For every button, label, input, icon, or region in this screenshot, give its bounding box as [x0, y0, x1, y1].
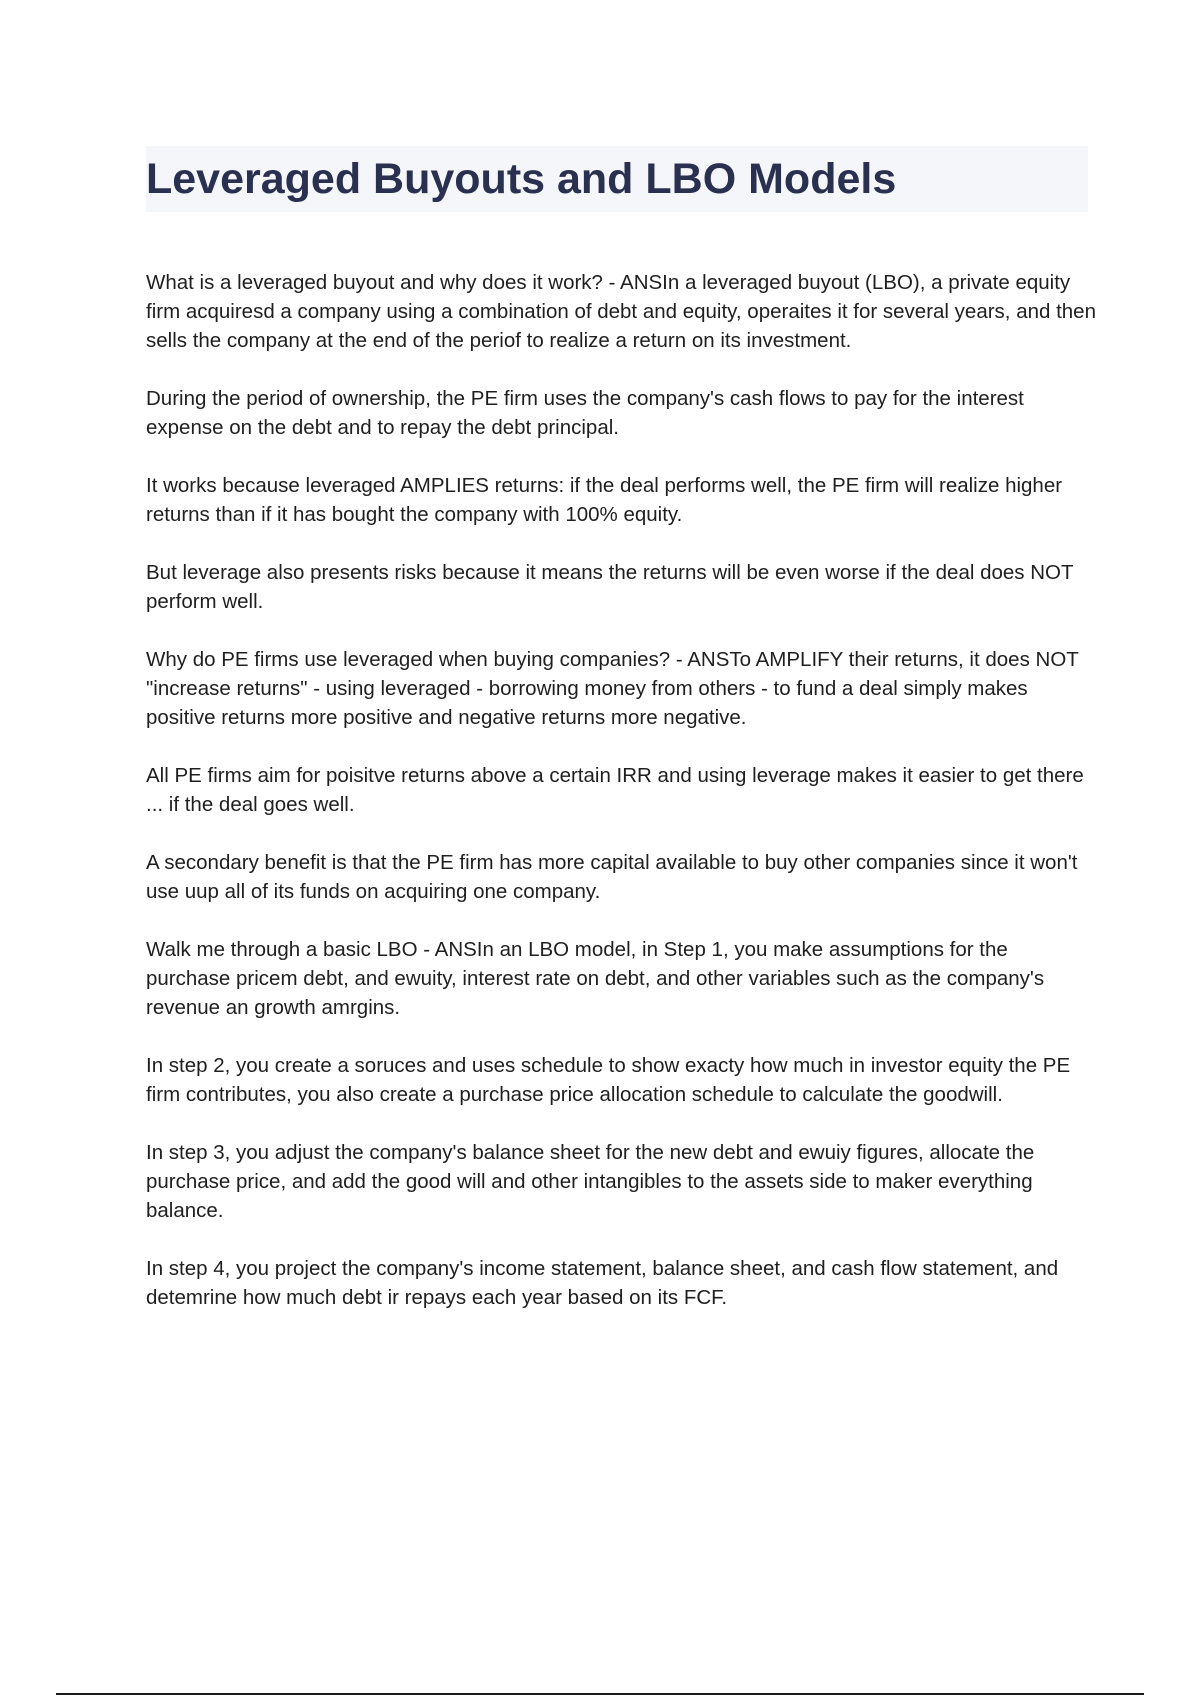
footer-divider [56, 1693, 1144, 1695]
paragraph-secondary-benefit: A secondary benefit is that the PE firm has more capital available to buy other companies since it won't use uup all of its funds on acquiring one company. [146, 851, 1078, 903]
paragraph-lbo-step-3: In step 3, you adjust the company's balance sheet for the new debt and ewuiy figures, allocate the purchase price, and add the good will and other intangibles to the assets side to maker everything balance. [146, 1141, 1035, 1222]
paragraph-why-use-leverage: Why do PE firms use leveraged when buying companies? - ANSTo AMPLIFY their returns, it does NOT "increase returns" - using leveraged - borrowing money from others - to fund a deal simply makes positive returns more positive and negative returns more negative. [146, 648, 1079, 729]
paragraph-why-it-works: It works because leveraged AMPLIES returns: if the deal performs well, the PE firm will realize higher returns than if it has bought the company with 100% equity. [146, 474, 1063, 526]
paragraph-ownership-period: During the period of ownership, the PE firm uses the company's cash flows to pay for the interest expense on the debt and to repay the debt principal. [146, 387, 1024, 439]
paragraph-lbo-step-4: In step 4, you project the company's income statement, balance sheet, and cash flow statement, and detemrine how much debt ir repays each year based on its FCF. [146, 1257, 1059, 1309]
paragraph-lbo-definition: What is a leveraged buyout and why does it work? - ANSIn a leveraged buyout (LBO), a private equity firm acquiresd a company using a combination of debt and equity, operaites it for several years, and then sells the company at the end of the periof to realize a return on its investment. [146, 271, 1096, 352]
paragraph-irr-target: All PE firms aim for poisitve returns above a certain IRR and using leverage makes it easier to get there ... if the deal goes well. [146, 764, 1084, 816]
page-title: Leveraged Buyouts and LBO Models [146, 155, 897, 203]
paragraph-lbo-step-1: Walk me through a basic LBO - ANSIn an LBO model, in Step 1, you make assumptions for the purchase pricem debt, and ewuity, interest rate on debt, and other variables such as the company's revenue an growth amrgins. [146, 938, 1045, 1019]
document-body [146, 268, 1096, 1341]
paragraph-leverage-risks: But leverage also presents risks because it means the returns will be even worse if the deal does NOT perform well. [146, 561, 1074, 613]
paragraph-lbo-step-2: In step 2, you create a soruces and uses schedule to show exacty how much in investor equity the PE firm contributes, you also create a purchase price allocation schedule to calculate the goodwill. [146, 1054, 1071, 1106]
